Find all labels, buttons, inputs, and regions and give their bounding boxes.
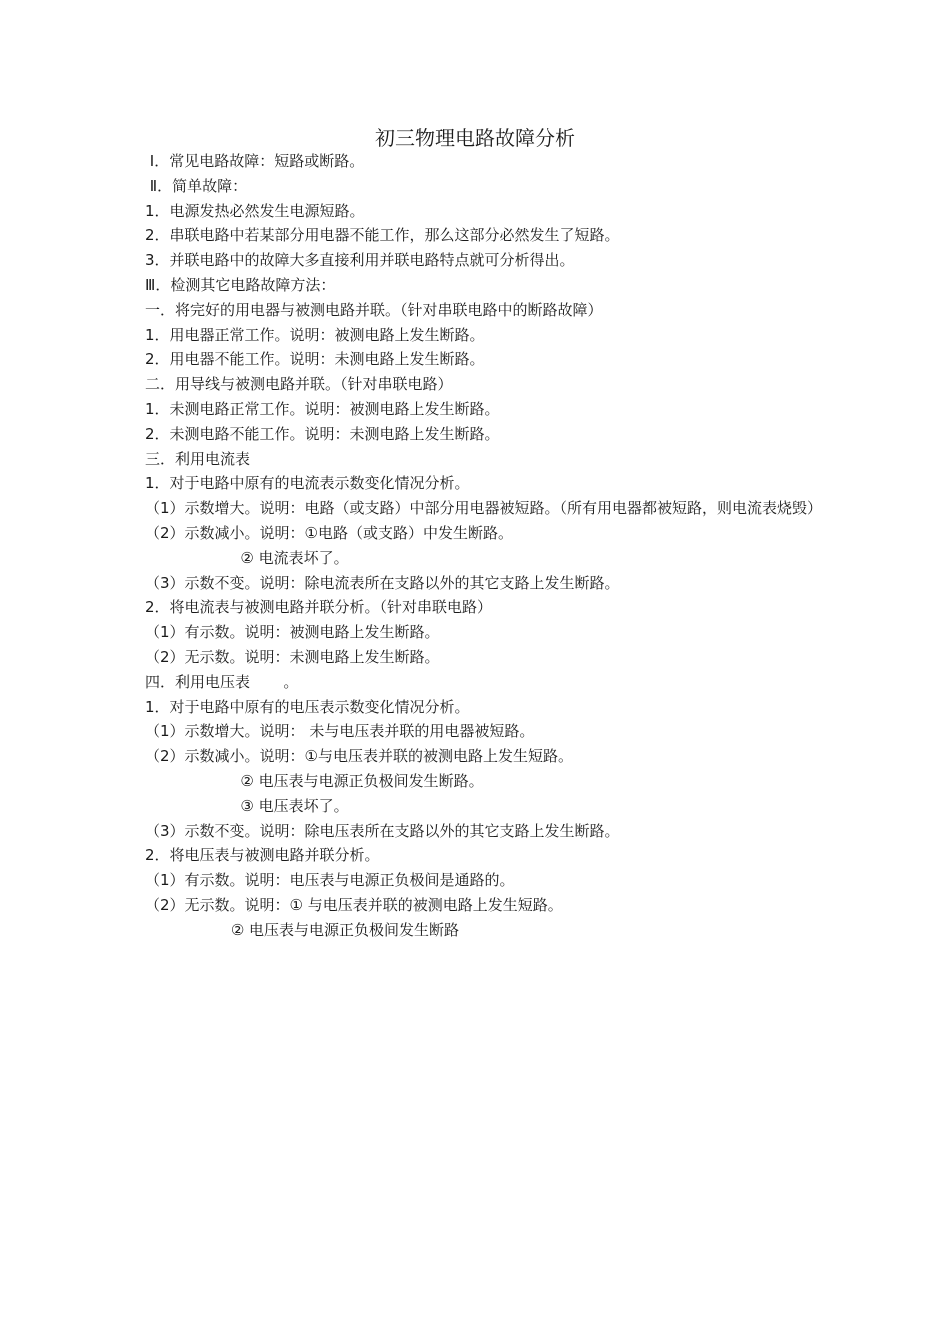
- text-line: （2）示数减小。说明：①电路（或支路）中发生断路。: [145, 523, 513, 542]
- text-line: ② 电流表坏了。: [145, 548, 349, 567]
- text-line: 1．未测电路正常工作。说明：被测电路上发生断路。: [145, 399, 500, 418]
- text-line: （2）无示数。说明：未测电路上发生断路。: [145, 647, 440, 666]
- text-line: （3）示数不变。说明：除电压表所在支路以外的其它支路上发生断路。: [145, 821, 620, 840]
- text-line: 三．利用电流表: [145, 449, 251, 468]
- text-line: 四．利用电压表 。: [145, 672, 299, 691]
- text-line: （1）有示数。说明：被测电路上发生断路。: [145, 623, 440, 642]
- document-body: [145, 149, 823, 943]
- text-line: ② 电压表与电源正负极间发生断路。: [145, 771, 484, 790]
- text-line: （3）示数不变。说明：除电流表所在支路以外的其它支路上发生断路。: [145, 573, 620, 592]
- text-line: 3．并联电路中的故障大多直接利用并联电路特点就可分析得出。: [145, 251, 575, 270]
- text-line: （1）有示数。说明：电压表与电源正负极间是通路的。: [145, 871, 515, 890]
- text-line: 1．对于电路中原有的电流表示数变化情况分析。: [145, 474, 470, 493]
- text-line: ② 电压表与电源正负极间发生断路: [145, 920, 460, 939]
- text-line: 2．用电器不能工作。说明：未测电路上发生断路。: [145, 350, 485, 369]
- text-line: （1）示数增大。说明： 未与电压表并联的用电器被短路。: [145, 722, 535, 741]
- text-line: Ⅰ．常见电路故障：短路或断路。: [145, 152, 365, 170]
- text-line: Ⅱ．简单故障：: [145, 176, 248, 195]
- text-line: （2）示数减小。说明：①与电压表并联的被测电路上发生短路。: [145, 747, 573, 766]
- text-line: 2．串联电路中若某部分用电器不能工作，那么这部分必然发生了短路。: [145, 226, 620, 245]
- text-line: 1．电源发热必然发生电源短路。: [145, 201, 365, 220]
- text-line: 2．将电压表与被测电路并联分析。: [145, 846, 380, 865]
- text-line: 1．对于电路中原有的电压表示数变化情况分析。: [145, 697, 470, 716]
- section-heading: Ⅲ．检测其它电路故障方法：: [145, 275, 336, 294]
- text-line: 二．用导线与被测电路并联。（针对串联电路）: [145, 375, 453, 394]
- text-line: （2）无示数。说明：① 与电压表并联的被测电路上发生短路。: [145, 895, 563, 914]
- document-title: 初三物理电路故障分析: [375, 126, 575, 150]
- text-line: 2．将电流表与被测电路并联分析。（针对串联电路）: [145, 598, 493, 617]
- text-line: ③ 电压表坏了。: [145, 796, 349, 815]
- text-line: （1）示数增大。说明：电路（或支路）中部分用电器被短路。（所有用电器都被短路，则电流表烧毁）: [145, 499, 823, 518]
- text-line: 1．用电器正常工作。说明：被测电路上发生断路。: [145, 325, 485, 344]
- text-line: 一．将完好的用电器与被测电路并联。（针对串联电路中的断路故障）: [145, 300, 603, 319]
- text-line: 2．未测电路不能工作。说明：未测电路上发生断路。: [145, 424, 500, 443]
